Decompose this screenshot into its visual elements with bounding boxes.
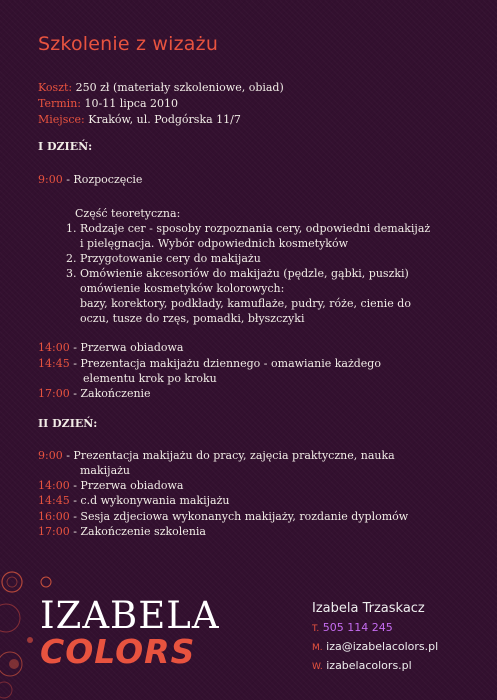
day1-schedule-presentation: 14:45 - Prezentacja makijażu dziennego - omawianie każdego xyxy=(38,357,381,370)
course-info xyxy=(38,80,284,128)
day2-schedule-photo: 16:00 - Sesja zdjeciowa wykonanych makijaży, rozdanie dyplomów xyxy=(38,510,409,523)
day2-schedule-lunch: 14:00 - Przerwa obiadowa xyxy=(38,479,184,492)
contact-phone[interactable]: T. 505 114 245 xyxy=(312,621,393,634)
page-title: Szkolenie z wizażu xyxy=(38,33,219,55)
contact-email[interactable]: M. iza@izabelacolors.pl xyxy=(312,640,439,653)
theory-list xyxy=(66,221,466,326)
info-cost: Koszt: 250 zł (materiały szkoleniowe, obiad) xyxy=(38,81,284,94)
day2-schedule-work-makeup: 9:00 - Prezentacja makijażu do pracy, zajęcia praktyczne, nauka xyxy=(38,449,395,462)
contact-website[interactable]: W. izabelacolors.pl xyxy=(312,659,412,672)
list-item: 2. Przygotowanie cery do makijażu xyxy=(66,252,261,265)
day1-start: 9:00 - Rozpoczęcie xyxy=(38,173,143,186)
logo-izabela: IZABELA xyxy=(40,594,220,637)
info-date: Termin: 10-11 lipca 2010 xyxy=(38,97,178,110)
contact-name: Izabela Trzaskacz xyxy=(312,601,425,616)
list-item: 3. Omówienie akcesoriów do makijażu (pędzle, gąbki, puszki) omówienie kosmetyków kolorowych: bazy, korektory, podkłady, kamuflaże, pudry, róże, cienie do oczu, tusze do rzęs, pomadki, błyszczyki xyxy=(66,267,411,325)
day1-schedule-presentation-cont: elementu krok po kroku xyxy=(83,372,217,385)
day2-schedule-end: 17:00 - Zakończenie szkolenia xyxy=(38,525,206,538)
theory-heading: Część teoretyczna: xyxy=(75,207,181,220)
day1-schedule-end: 17:00 - Zakończenie xyxy=(38,387,151,400)
list-item: 1. Rodzaje cer - sposoby rozpoznania cery, odpowiedni demakijaż i pielęgnacja. Wybór odpowiednich kosmetyków xyxy=(66,222,431,250)
day1-schedule-lunch: 14:00 - Przerwa obiadowa xyxy=(38,341,184,354)
day2-heading: II DZIEŃ: xyxy=(38,417,98,430)
logo-colors: COLORS xyxy=(40,632,196,671)
info-place: Miejsce: Kraków, ul. Podgórska 11/7 xyxy=(38,113,241,126)
contact-block xyxy=(312,601,438,676)
day2-schedule-continue: 14:45 - c.d wykonywania makijażu xyxy=(38,494,230,507)
day1-heading: I DZIEŃ: xyxy=(38,140,93,153)
day2-schedule-work-makeup-cont: makijażu xyxy=(80,464,131,477)
